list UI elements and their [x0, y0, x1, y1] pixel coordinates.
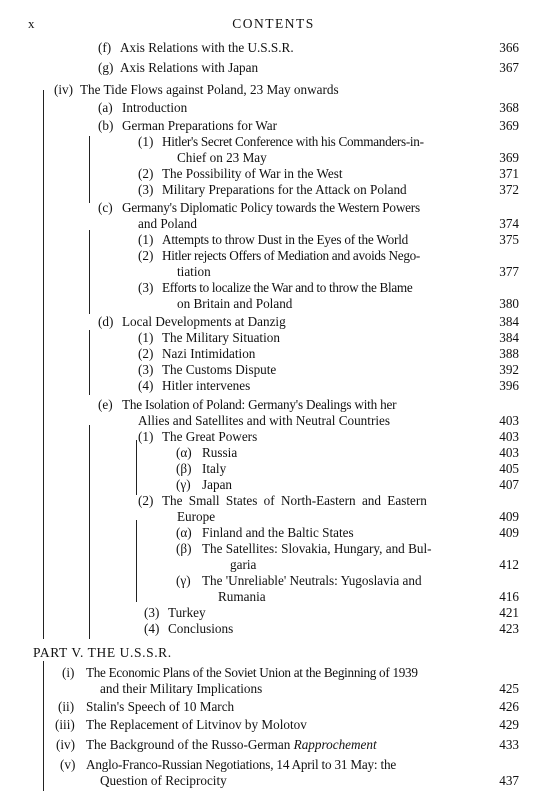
entry-title: Axis Relations with Japan	[120, 60, 259, 75]
entry-title: The Replacement of Litvinov by Molotov	[86, 717, 307, 732]
entry-label: (v)	[60, 757, 76, 772]
entry-label: (a)	[98, 100, 113, 115]
part-heading[interactable]: PART V. THE U.S.S.R.	[33, 645, 172, 660]
entry-label: (β)	[176, 461, 192, 476]
entry-page: 372	[499, 182, 519, 197]
entry-title: The Great Powers	[162, 429, 258, 444]
entry-page: 369	[499, 150, 519, 165]
entry-title	[86, 737, 377, 753]
entry-page: 374	[499, 216, 519, 231]
entry-page: 421	[499, 605, 519, 620]
entry-label: (2)	[138, 248, 154, 263]
entry-title: Introduction	[122, 100, 188, 115]
entry-title: The Possibility of War in the West	[162, 166, 343, 181]
entry-label: (g)	[98, 60, 114, 75]
entry-title: Attempts to throw Dust in the Eyes of the World	[162, 232, 409, 247]
entry-page: 423	[499, 621, 519, 636]
entry-title: The Customs Dispute	[162, 362, 277, 377]
entry-title: Conclusions	[168, 621, 234, 636]
entry-label: (3)	[138, 182, 154, 197]
entry-label: (1)	[138, 330, 154, 345]
entry-label: (e)	[98, 397, 113, 412]
entry-title-continuation: Allies and Satellites and with Neutral Countries	[138, 413, 390, 428]
section-rule	[136, 440, 137, 495]
entry-title: Stalin's Speech of 10 March	[86, 699, 235, 714]
section-rule	[89, 136, 90, 203]
entry-page: 396	[499, 378, 519, 393]
entry-title-continuation: on Britain and Poland	[177, 296, 293, 311]
entry-page: 425	[499, 681, 519, 696]
entry-page: 366	[499, 40, 519, 55]
entry-label: (1)	[138, 232, 154, 247]
entry-label: (b)	[98, 118, 114, 133]
entry-title-italic: Rapprochement	[293, 737, 377, 752]
entry-title: Italy	[202, 461, 227, 476]
section-rule	[89, 230, 90, 314]
entry-label: (iii)	[55, 717, 75, 732]
entry-title: The Tide Flows against Poland, 23 May onwards	[80, 82, 339, 97]
entry-page: 426	[499, 699, 519, 714]
entry-title: Turkey	[168, 605, 206, 620]
entry-page: 403	[499, 413, 519, 428]
entry-title: The 'Unreliable' Neutrals: Yugoslavia and	[202, 573, 422, 588]
entry-title: Hitler's Secret Conference with his Commanders-in-	[162, 134, 424, 149]
entry-page: 409	[499, 525, 519, 540]
entry-title-continuation: and Poland	[138, 216, 197, 231]
entry-page: 375	[499, 232, 519, 247]
entry-page: 368	[499, 100, 519, 115]
entry-label: (β)	[176, 541, 192, 556]
entry-title: The Isolation of Poland: Germany's Dealings with her	[122, 397, 397, 412]
section-rule	[136, 520, 137, 602]
entry-label: (3)	[138, 280, 154, 295]
entry-title: Axis Relations with the U.S.S.R.	[120, 40, 294, 55]
entry-page: 405	[499, 461, 519, 476]
entry-page: 412	[499, 557, 519, 572]
entry-title: Germany's Diplomatic Policy towards the Western Powers	[122, 200, 420, 215]
entry-title: The Satellites: Slovakia, Hungary, and Bul-	[202, 541, 432, 556]
page-title: CONTENTS	[232, 16, 315, 31]
entry-label: (i)	[62, 665, 75, 680]
entry-page: 409	[499, 509, 519, 524]
section-rule	[89, 330, 90, 395]
entry-title: The Small States of North-Eastern and Eastern	[162, 493, 427, 508]
entry-label: (γ)	[176, 477, 191, 492]
entry-page: 433	[499, 737, 519, 752]
entry-title: The Military Situation	[162, 330, 280, 345]
entry-label: (c)	[98, 200, 113, 215]
entry-title-continuation: garia	[230, 557, 257, 572]
section-rule	[43, 661, 44, 791]
entry-title: The Economic Plans of the Soviet Union at the Beginning of 1939	[86, 665, 418, 680]
entry-title-continuation: and their Military Implications	[100, 681, 263, 696]
entry-label: (2)	[138, 166, 154, 181]
entry-page: 384	[499, 314, 519, 329]
section-rule	[89, 425, 90, 639]
entry-page: 416	[499, 589, 519, 604]
entry-title-continuation: Rumania	[218, 589, 266, 604]
entry-page: 403	[499, 429, 519, 444]
entry-page: 403	[499, 445, 519, 460]
entry-label: (3)	[138, 362, 154, 377]
entry-title: Hitler rejects Offers of Mediation and avoids Nego-	[162, 248, 421, 263]
entry-label: (4)	[144, 621, 160, 636]
entry-title-continuation: Europe	[177, 509, 216, 524]
entry-label: (2)	[138, 493, 154, 508]
entry-label: (iv)	[54, 82, 74, 97]
entry-page: 407	[499, 477, 519, 492]
entry-label: (4)	[138, 378, 154, 393]
entry-title: Local Developments at Danzig	[122, 314, 286, 329]
entry-page: 437	[499, 773, 519, 788]
entry-title-text: The Background of the Russo-German	[86, 737, 291, 752]
entry-title: German Preparations for War	[122, 118, 278, 133]
entry-page: 371	[499, 166, 519, 181]
entry-title-continuation: Chief on 23 May	[177, 150, 267, 165]
entry-label: (f)	[98, 40, 112, 55]
entry-title-continuation: Question of Reciprocity	[100, 773, 227, 788]
entry-page: 392	[499, 362, 519, 377]
entry-title-continuation: tiation	[177, 264, 211, 279]
entry-page: 429	[499, 717, 519, 732]
entry-page: 384	[499, 330, 519, 345]
entry-label: (d)	[98, 314, 114, 329]
entry-label: (ii)	[58, 699, 75, 714]
entry-label: (1)	[138, 429, 154, 444]
entry-page: 388	[499, 346, 519, 361]
entry-label: (α)	[176, 445, 192, 460]
entry-label: (1)	[138, 134, 154, 149]
entry-title: Efforts to localize the War and to throw the Blame	[162, 280, 413, 295]
entry-title: Military Preparations for the Attack on Poland	[162, 182, 407, 197]
entry-title: Hitler intervenes	[162, 378, 251, 393]
entry-title: Anglo-Franco-Russian Negotiations, 14 April to 31 May: the	[86, 757, 396, 772]
entry-label: (2)	[138, 346, 154, 361]
page-number: x	[28, 16, 36, 31]
entry-page: 367	[499, 60, 519, 75]
entry-page: 369	[499, 118, 519, 133]
entry-title: Nazi Intimidation	[162, 346, 256, 361]
section-rule	[43, 90, 44, 639]
entry-label: (γ)	[176, 573, 191, 588]
entry-page: 377	[499, 264, 519, 279]
entry-label: (α)	[176, 525, 192, 540]
entry-label: (iv)	[56, 737, 76, 752]
entry-title: Russia	[202, 445, 238, 460]
entry-page: 380	[499, 296, 519, 311]
entry-title: Japan	[202, 477, 233, 492]
entry-label: (3)	[144, 605, 160, 620]
entry-title: Finland and the Baltic States	[202, 525, 354, 540]
